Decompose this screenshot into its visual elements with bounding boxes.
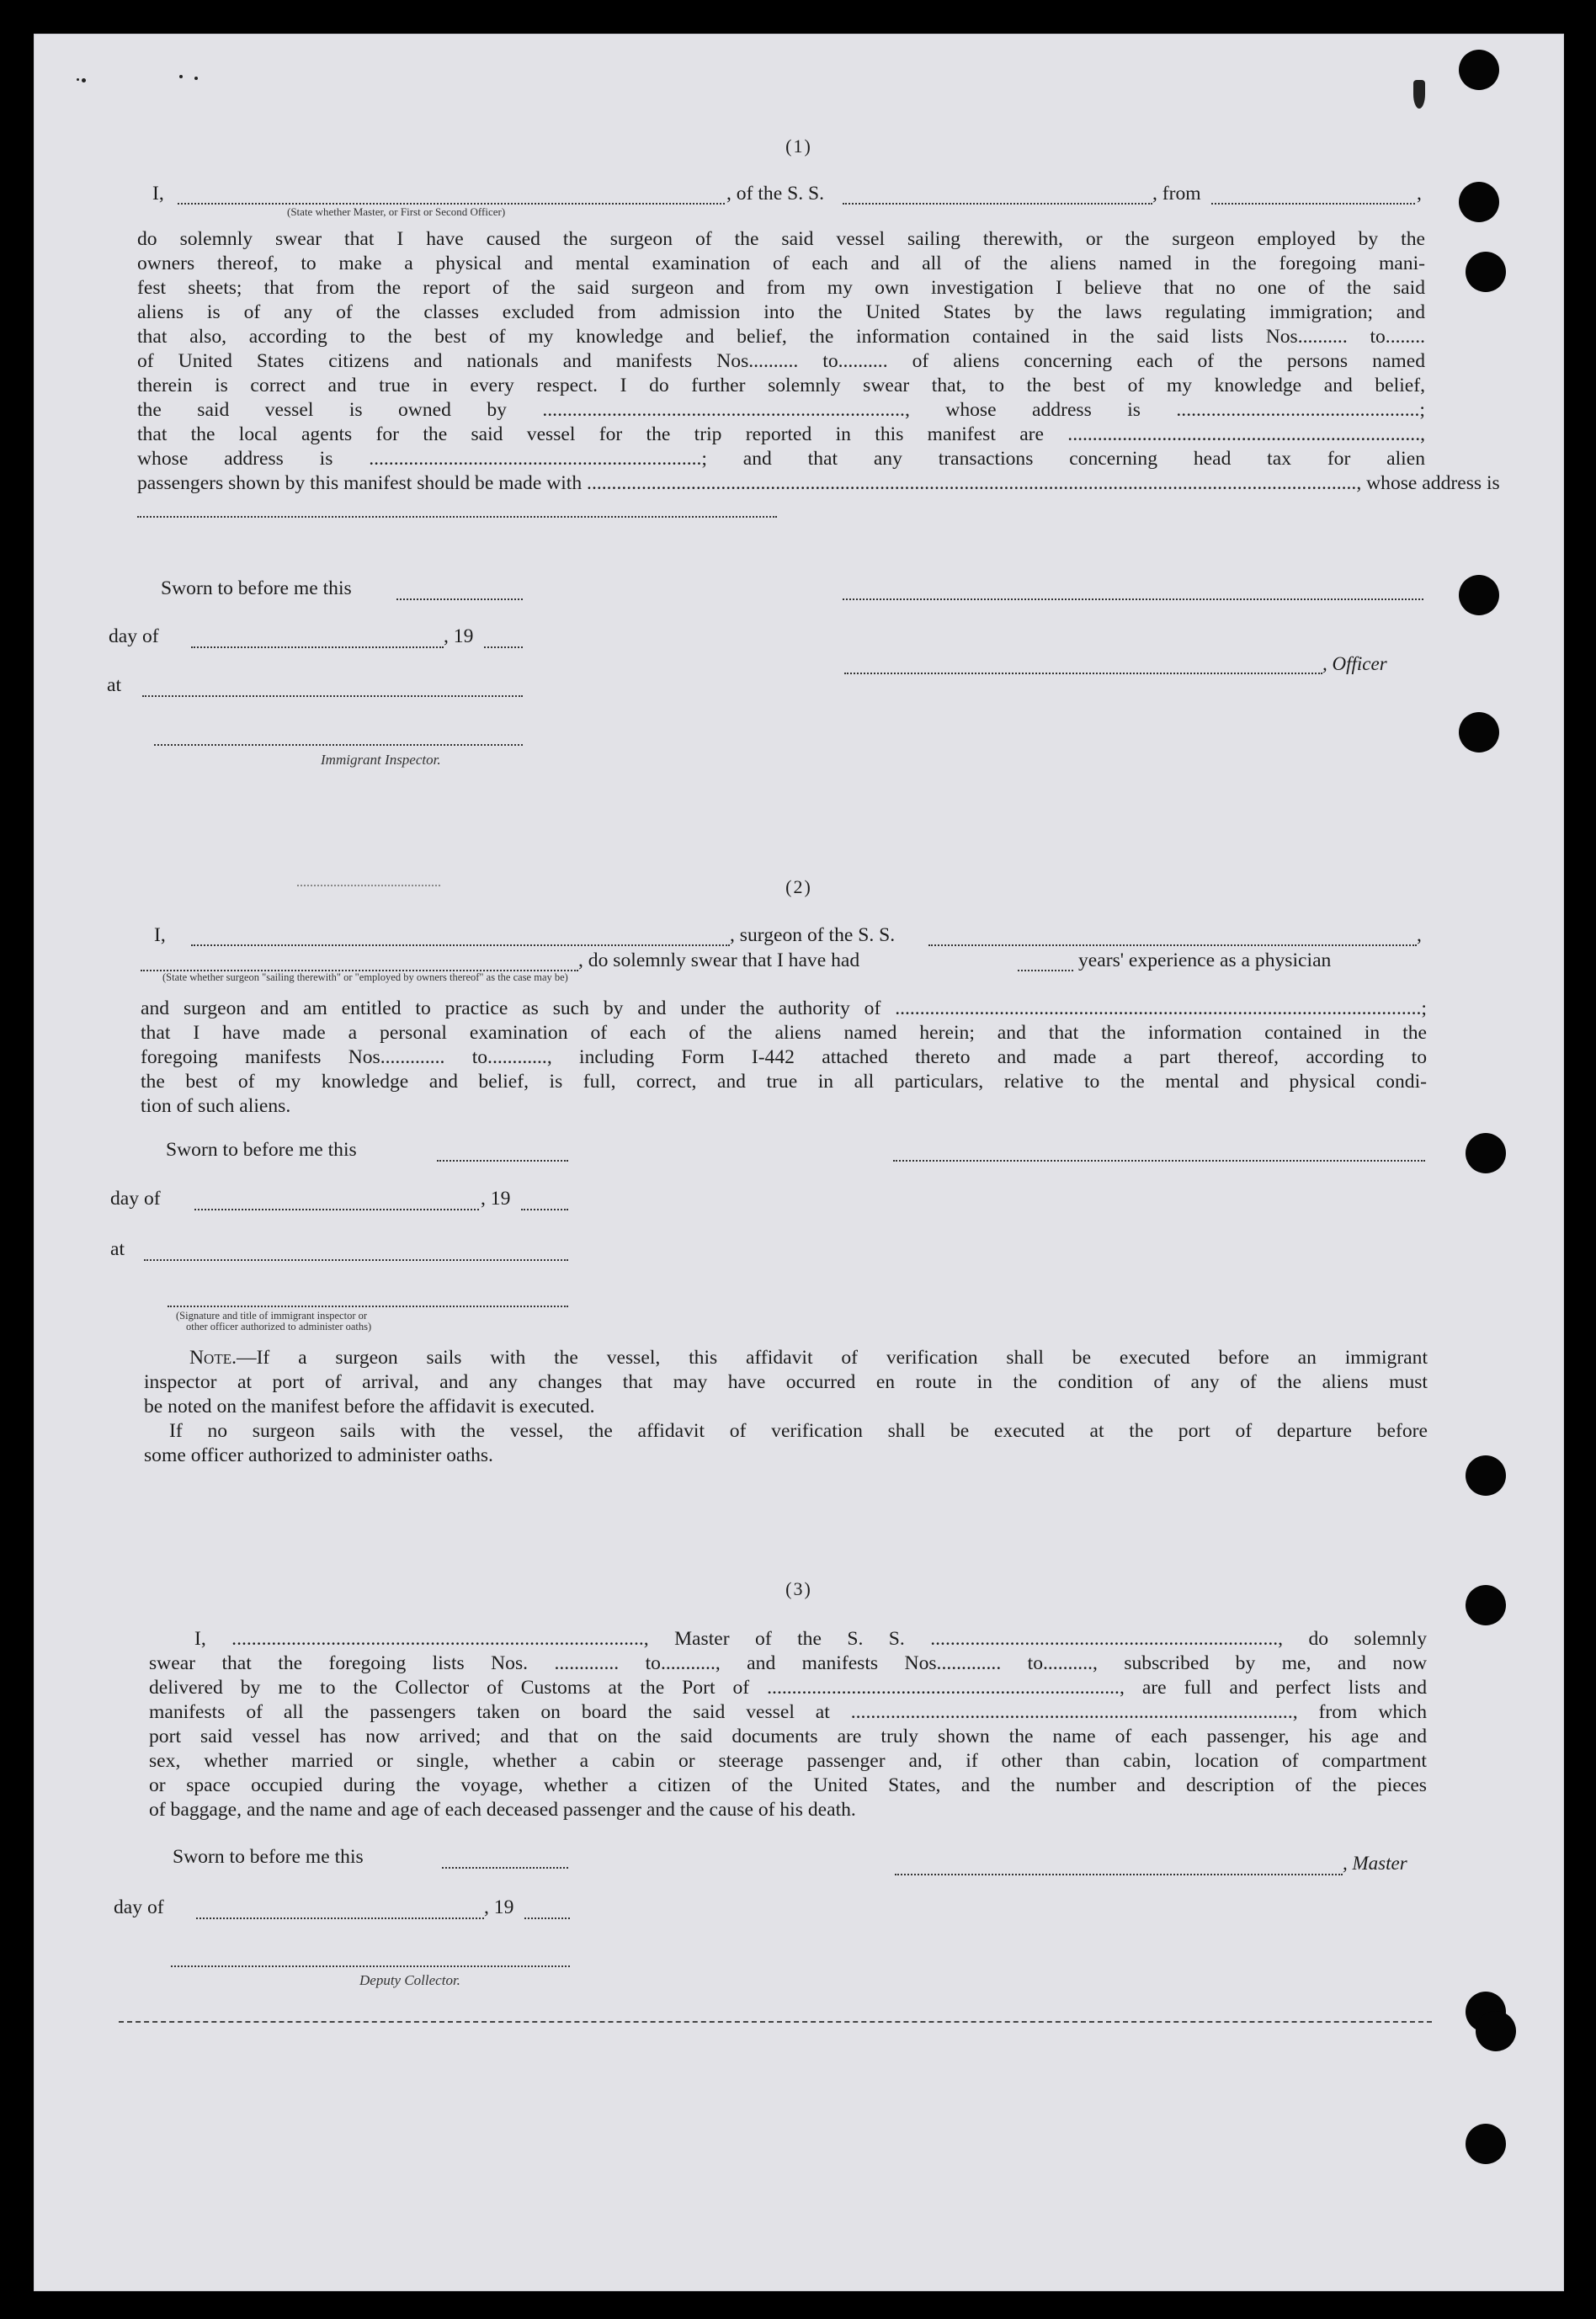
text-line: therein is correct and true in every respect. I do further solemnly swear that, to the best of my knowledge and belief,: [137, 375, 1425, 396]
section-2-number: (2): [785, 876, 812, 897]
s3-sworn-field[interactable]: [442, 1867, 568, 1869]
text-line: passengers shown by this manifest should be made with ..........................................................................................................................................................., whose address is: [137, 472, 1500, 494]
s1-body: [137, 227, 1500, 496]
s2-caption: (State whether surgeon "sailing therewith" or "employed by owners thereof" as the case may be): [162, 971, 568, 983]
s2-sig-caption-1: (Signature and title of immigrant inspector or: [176, 1310, 368, 1322]
s2-years-field[interactable]: [1018, 970, 1073, 971]
ink-speck: [1413, 80, 1425, 109]
punch-hole: [1466, 2124, 1506, 2164]
text-line: I, ..................................................................................., Master of the S. S. ......................................................................, do solemnly: [194, 1628, 1427, 1650]
note-label: Note.: [189, 1347, 237, 1369]
s1-from-field[interactable]: [1211, 203, 1415, 205]
text-line: port said vessel has now arrived; and that on the said documents are truly shown the name of each passenger, his age and: [149, 1726, 1427, 1747]
s1-at-field[interactable]: [142, 695, 523, 697]
s3-deputy-line[interactable]: [171, 1965, 570, 1967]
ink-speck: [77, 78, 79, 81]
punch-hole: [1459, 182, 1499, 222]
text-line: be noted on the manifest before the affidavit is executed.: [144, 1396, 595, 1417]
text-line: the best of my knowledge and belief, is full, correct, and true in all particulars, relative to the mental and physical condi-: [141, 1071, 1427, 1093]
text-line: some officer authorized to administer oaths.: [144, 1444, 493, 1466]
s2-surgeon-name-field[interactable]: [191, 944, 730, 946]
s3-master-sign-line[interactable]: [895, 1874, 1343, 1875]
s3-sworn: Sworn to before me this: [173, 1846, 364, 1868]
s2-vessel-field[interactable]: [928, 944, 1417, 946]
punch-hole: [1459, 575, 1499, 615]
text-line: that I have made a personal examination of each of the aliens named herein; and that the information contained in the: [141, 1022, 1427, 1044]
punch-hole: [1466, 1455, 1506, 1496]
text-line: sex, whether married or single, whether a cabin or steerage passenger and, if other than cabin, location of compartment: [149, 1750, 1427, 1772]
s1-signature-line[interactable]: [843, 598, 1423, 600]
text-line: do solemnly swear that I have caused the surgeon of the said vessel sailing therewith, or the surgeon employed by the: [137, 228, 1425, 250]
s1-of-the-ss: , of the S. S.: [726, 183, 825, 205]
s1-officer-field[interactable]: [178, 203, 725, 205]
s1-sworn-field[interactable]: [396, 598, 523, 600]
text-line: the said vessel is owned by ........................................................................., whose address is .................................................;: [137, 399, 1425, 421]
ink-speck: [194, 77, 198, 80]
text-line: that the local agents for the said vessel for the trip reported in this manifest are .......................................................................,: [137, 423, 1425, 445]
s1-inspector-caption: Immigrant Inspector.: [321, 752, 441, 768]
s2-surgeon-of-ss: , surgeon of the S. S.: [730, 924, 896, 946]
punch-hole: [1459, 712, 1499, 753]
s1-inspector-line[interactable]: [154, 744, 523, 746]
s2-body: [141, 997, 1427, 1119]
text-line: tion of such aliens.: [141, 1095, 291, 1117]
s1-vessel-field[interactable]: [843, 203, 1152, 205]
text-line: and surgeon and am entitled to practice as such by and under the authority of ..........................................................................................................;: [141, 997, 1427, 1019]
s3-year: , 19: [484, 1896, 514, 1918]
s3-body: [149, 1627, 1427, 1822]
text-line: foregoing manifests Nos............. to............, including Form I-442 attached thereto and made a part thereof, according to: [141, 1046, 1427, 1068]
ink-speck: [179, 75, 183, 78]
punch-hole: [1466, 1133, 1506, 1173]
s1-day-field[interactable]: [191, 646, 444, 648]
s2-years: years' experience as a physician: [1078, 949, 1332, 971]
s3-day-of: day of: [114, 1896, 164, 1918]
s1-year: , 19: [444, 625, 474, 647]
text-line: or space occupied during the voyage, whether a citizen of the United States, and the number and description of the pieces: [149, 1774, 1427, 1796]
s2-day-of: day of: [110, 1188, 161, 1210]
text-line: that also, according to the best of my knowledge and belief, the information contained in the said lists Nos.......... to........: [137, 326, 1425, 348]
s1-address-field[interactable]: [137, 516, 777, 518]
text-line: manifests of all the passengers taken on board the said vessel at ........................................................................................., from which: [149, 1701, 1427, 1723]
s2-day-field[interactable]: [194, 1209, 479, 1210]
s1-year-field[interactable]: [484, 646, 523, 648]
s2-signature-line[interactable]: [893, 1160, 1425, 1162]
text-line: inspector at port of arrival, and any changes that may have occurred en route in the condition of any of the aliens must: [144, 1371, 1428, 1393]
s1-from: , from: [1152, 183, 1201, 205]
ink-speck: [82, 78, 86, 82]
s2-at-field[interactable]: [144, 1259, 568, 1261]
s1-day-of: day of: [109, 625, 159, 647]
text-line: —If a surgeon sails with the vessel, this affidavit of verification shall be executed before an immigrant: [236, 1347, 1428, 1369]
s2-note: [144, 1346, 1428, 1468]
s1-officer-sign-line[interactable]: [844, 673, 1322, 674]
s2-sig-caption-2: other officer authorized to administer oaths): [186, 1321, 372, 1332]
s2-swear: , do solemnly swear that I have had: [578, 949, 860, 971]
text-line: fest sheets; that from the report of the said surgeon and from my own investigation I believe that no one of the said: [137, 277, 1425, 299]
section-1-number: (1): [785, 136, 812, 157]
s2-I: I,: [154, 924, 166, 946]
s3-year-field[interactable]: [524, 1917, 570, 1919]
s3-deputy-caption: Deputy Collector.: [359, 1972, 460, 1988]
s3-master-label: , Master: [1343, 1853, 1407, 1874]
text-line: swear that the foregoing lists Nos. ............. to..........., and manifests Nos............. to.........., subscribed by me, and now: [149, 1652, 1427, 1674]
s2-end-comma: ,: [1417, 924, 1422, 946]
bottom-rule: [119, 2021, 1432, 2023]
punch-hole: [1466, 252, 1506, 292]
form-page: [34, 34, 1564, 2291]
s1-at: at: [107, 674, 122, 696]
s1-caption: (State whether Master, or First or Second Officer): [287, 205, 506, 218]
s2-year: , 19: [481, 1188, 511, 1210]
s2-at: at: [110, 1238, 125, 1260]
s2-sworn-field[interactable]: [437, 1160, 568, 1162]
s1-end-comma: ,: [1417, 183, 1422, 205]
text-line: If no surgeon sails with the vessel, the affidavit of verification shall be executed at the port of departure before: [169, 1420, 1428, 1442]
punch-hole: [1459, 50, 1499, 90]
text-line: whose address is ...................................................................; and that any transactions concerning head tax for alien: [137, 448, 1425, 470]
text-line: delivered by me to the Collector of Customs at the Port of ......................................................................., are full and perfect lists and: [149, 1677, 1427, 1699]
text-line: of baggage, and the name and age of each deceased passenger and the cause of his death.: [149, 1799, 856, 1821]
s3-day-field[interactable]: [196, 1917, 484, 1919]
text-line: owners thereof, to make a physical and mental examination of each and all of the aliens named in the foregoing mani-: [137, 253, 1425, 274]
s1-officer-label: , Officer: [1322, 653, 1387, 674]
s1-I: I,: [152, 183, 164, 205]
s2-sworn: Sworn to before me this: [166, 1139, 357, 1161]
s1-sworn: Sworn to before me this: [161, 577, 352, 599]
text-line: aliens is of any of the classes excluded from admission into the United States by the laws regulating immigration; and: [137, 301, 1425, 323]
section-3-number: (3): [785, 1578, 812, 1599]
text-line: of United States citizens and nationals and manifests Nos.......... to.......... of aliens concerning each of the persons named: [137, 350, 1425, 372]
s2-officer-line[interactable]: [168, 1306, 568, 1307]
s2-year-field[interactable]: [521, 1209, 568, 1210]
punch-hole: [1476, 2011, 1516, 2051]
